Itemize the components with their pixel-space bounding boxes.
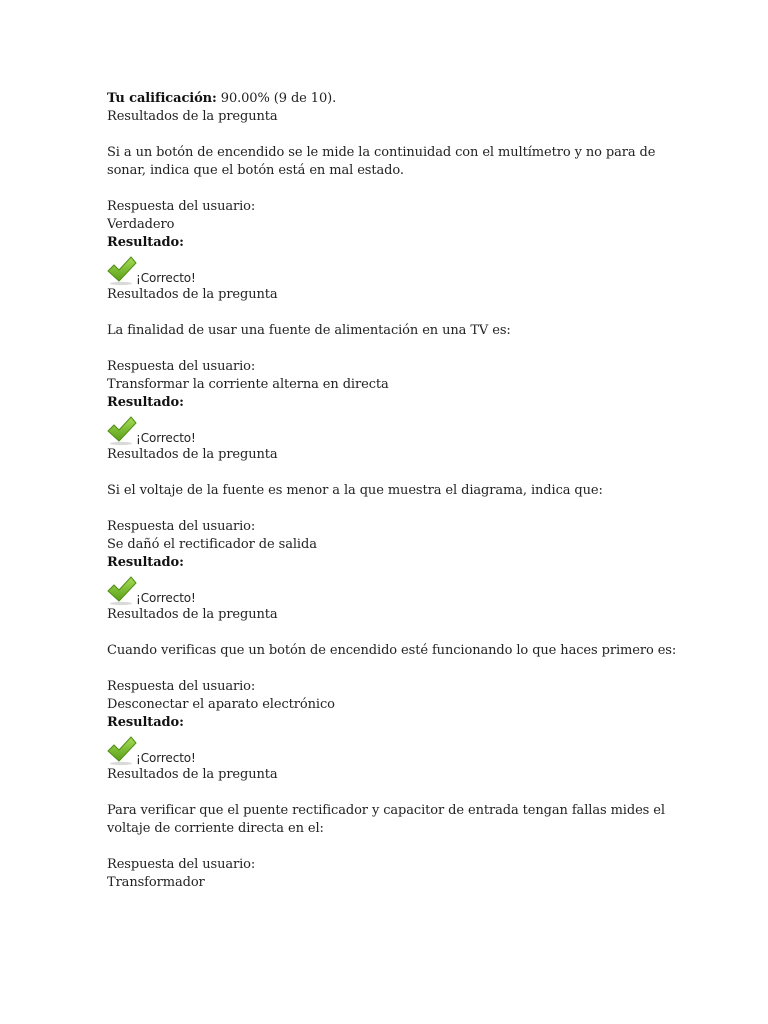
correct-text: ¡Correcto! — [136, 431, 196, 445]
question-block-4 — [107, 606, 677, 766]
question-block-5 — [107, 766, 677, 892]
user-answer: Desconectar el aparato electrónico — [107, 697, 335, 712]
section-title: Resultados de la pregunta — [107, 607, 278, 622]
section-title: Resultados de la pregunta — [107, 767, 278, 782]
user-answer: Se dañó el rectificador de salida — [107, 537, 317, 552]
grade-label: Tu calificación: — [107, 91, 217, 106]
check-icon — [105, 574, 137, 606]
result-row — [107, 572, 677, 606]
section-title: Resultados de la pregunta — [107, 287, 278, 302]
result-row — [107, 732, 677, 766]
question-text: Si el voltaje de la fuente es menor a la que muestra el diagrama, indica que: — [107, 483, 603, 498]
user-answer-label: Respuesta del usuario: — [107, 199, 256, 214]
user-answer: Verdadero — [107, 217, 175, 232]
check-icon — [105, 414, 137, 446]
user-answer-label: Respuesta del usuario: — [107, 519, 256, 534]
result-label: Resultado: — [107, 395, 184, 410]
correct-text: ¡Correcto! — [136, 591, 196, 605]
question-text: Para verificar que el puente rectificador y capacitor de entrada tengan fallas mides el voltaje de corriente directa en el: — [107, 803, 665, 836]
question-block-3 — [107, 446, 677, 606]
correct-text: ¡Correcto! — [136, 751, 196, 765]
result-label: Resultado: — [107, 555, 184, 570]
user-answer-label: Respuesta del usuario: — [107, 679, 256, 694]
grade-line — [107, 90, 677, 108]
section-title: Resultados de la pregunta — [107, 447, 278, 462]
user-answer: Transformar la corriente alterna en directa — [107, 377, 389, 392]
check-icon — [105, 734, 137, 766]
question-block-1 — [107, 108, 677, 286]
question-text: La finalidad de usar una fuente de alimentación en una TV es: — [107, 323, 511, 338]
section-title: Resultados de la pregunta — [107, 109, 278, 124]
user-answer: Transformador — [107, 875, 205, 890]
user-answer-label: Respuesta del usuario: — [107, 359, 256, 374]
check-icon — [105, 254, 137, 286]
quiz-results-document — [107, 90, 677, 892]
question-text: Si a un botón de encendido se le mide la continuidad con el multímetro y no para de sonar, indica que el botón está en mal estado. — [107, 145, 656, 178]
user-answer-label: Respuesta del usuario: — [107, 857, 256, 872]
result-row — [107, 252, 677, 286]
result-row — [107, 412, 677, 446]
grade-value: 90.00% (9 de 10). — [216, 91, 337, 106]
correct-text: ¡Correcto! — [136, 271, 196, 285]
result-label: Resultado: — [107, 235, 184, 250]
result-label: Resultado: — [107, 715, 184, 730]
question-block-2 — [107, 286, 677, 446]
question-text: Cuando verificas que un botón de encendido esté funcionando lo que haces primero es: — [107, 643, 677, 658]
